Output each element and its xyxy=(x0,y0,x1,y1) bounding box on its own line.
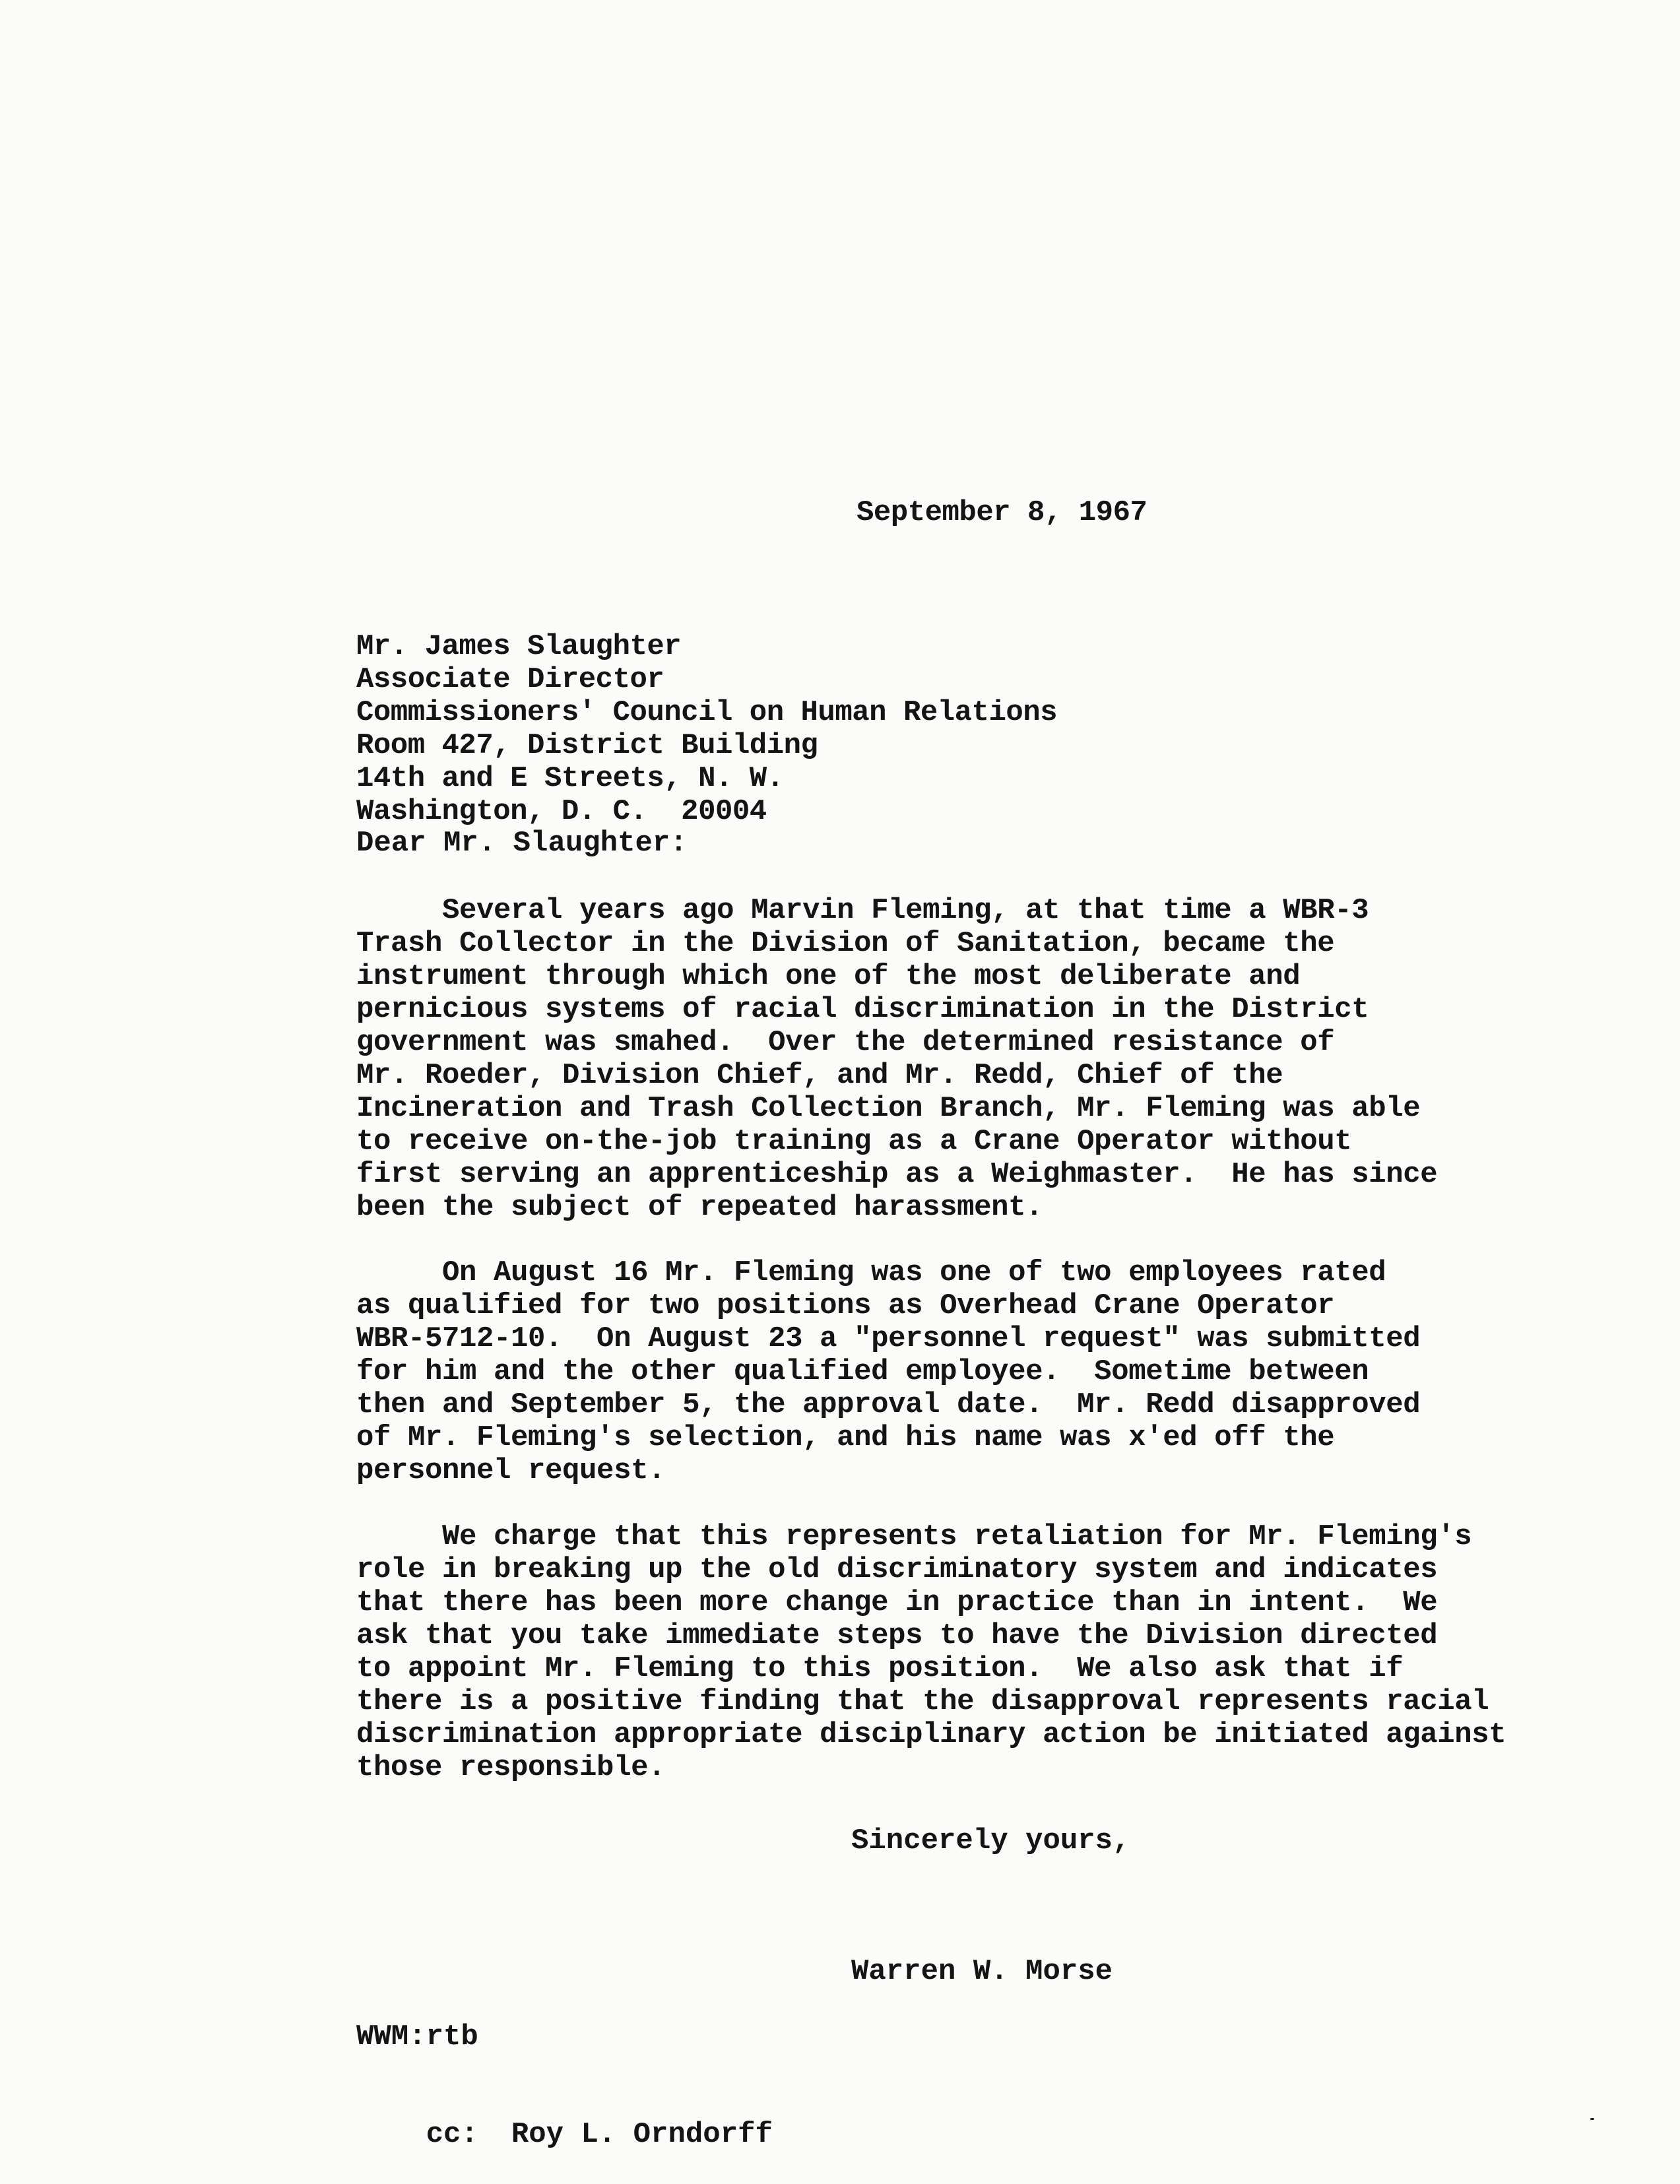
paragraph-line: to receive on-the-job training as a Crane Operator without xyxy=(356,1125,1352,1158)
paragraph-line: that there has been more change in practice than in intent. We xyxy=(356,1586,1438,1619)
reference-initials: WWM:rtb xyxy=(356,2020,478,2053)
address-line: 14th and E Streets, N. W. xyxy=(356,762,784,795)
body-paragraph xyxy=(356,894,1630,1224)
paragraph-line: those responsible. xyxy=(356,1751,666,1784)
paragraph-line: We charge that this represents retaliation for Mr. Fleming's xyxy=(356,1520,1472,1553)
address-line: Associate Director xyxy=(356,663,664,696)
paragraph-line: then and September 5, the approval date. Mr. Redd disapproved xyxy=(356,1388,1421,1421)
paragraph-line: WBR-5712-10. On August 23 a "personnel request" was submitted xyxy=(356,1322,1421,1355)
paragraph-line: Mr. Roeder, Division Chief, and Mr. Redd, Chief of the xyxy=(356,1059,1283,1092)
closing: Sincerely yours, xyxy=(851,1824,1130,1857)
paper-speck xyxy=(1590,2118,1594,2120)
paragraph-line: first serving an apprenticeship as a Weighmaster. He has since xyxy=(356,1158,1438,1191)
paragraph-line: for him and the other qualified employee. Sometime between xyxy=(356,1355,1369,1388)
recipient-address xyxy=(356,630,1057,828)
paragraph-line: discrimination appropriate disciplinary action be initiated against xyxy=(356,1718,1506,1751)
paragraph-line: been the subject of repeated harassment. xyxy=(356,1191,1043,1224)
body-paragraph xyxy=(356,1520,1630,1784)
address-line: Room 427, District Building xyxy=(356,729,818,762)
cc-label: cc: xyxy=(426,2118,478,2151)
paragraph-line: On August 16 Mr. Fleming was one of two employees rated xyxy=(356,1256,1386,1289)
paragraph-line: Incineration and Trash Collection Branch, Mr. Fleming was able xyxy=(356,1092,1421,1125)
address-line: Mr. James Slaughter xyxy=(356,630,682,663)
paragraph-line: government was smahed. Over the determined resistance of xyxy=(356,1026,1335,1059)
signer-name: Warren W. Morse xyxy=(851,1955,1113,1988)
paragraph-line: there is a positive finding that the disapproval represents racial xyxy=(356,1685,1489,1718)
paragraph-line: to appoint Mr. Fleming to this position. We also ask that if xyxy=(356,1652,1404,1685)
paragraph-line: personnel request. xyxy=(356,1454,666,1487)
paragraph-line: Several years ago Marvin Fleming, at that time a WBR-3 xyxy=(356,894,1369,927)
paragraph-line: role in breaking up the old discriminatory system and indicates xyxy=(356,1553,1438,1586)
paragraph-line: as qualified for two positions as Overhead Crane Operator xyxy=(356,1289,1335,1322)
paragraph-line: instrument through which one of the most deliberate and xyxy=(356,960,1301,993)
cc-name: Roy L. Orndorff xyxy=(511,2118,773,2151)
salutation: Dear Mr. Slaughter: xyxy=(356,827,688,860)
address-line: Washington, D. C. 20004 xyxy=(356,795,767,828)
paragraph-line: pernicious systems of racial discrimination in the District xyxy=(356,993,1369,1026)
cc-line xyxy=(356,2085,773,2184)
address-line: Commissioners' Council on Human Relations xyxy=(356,696,1058,729)
letter-date: September 8, 1967 xyxy=(856,496,1147,529)
paragraph-line: ask that you take immediate steps to have the Division directed xyxy=(356,1619,1438,1652)
paragraph-line: of Mr. Fleming's selection, and his name was x'ed off the xyxy=(356,1421,1335,1454)
body-paragraph xyxy=(356,1256,1630,1487)
paragraph-line: Trash Collector in the Division of Sanitation, became the xyxy=(356,927,1335,960)
